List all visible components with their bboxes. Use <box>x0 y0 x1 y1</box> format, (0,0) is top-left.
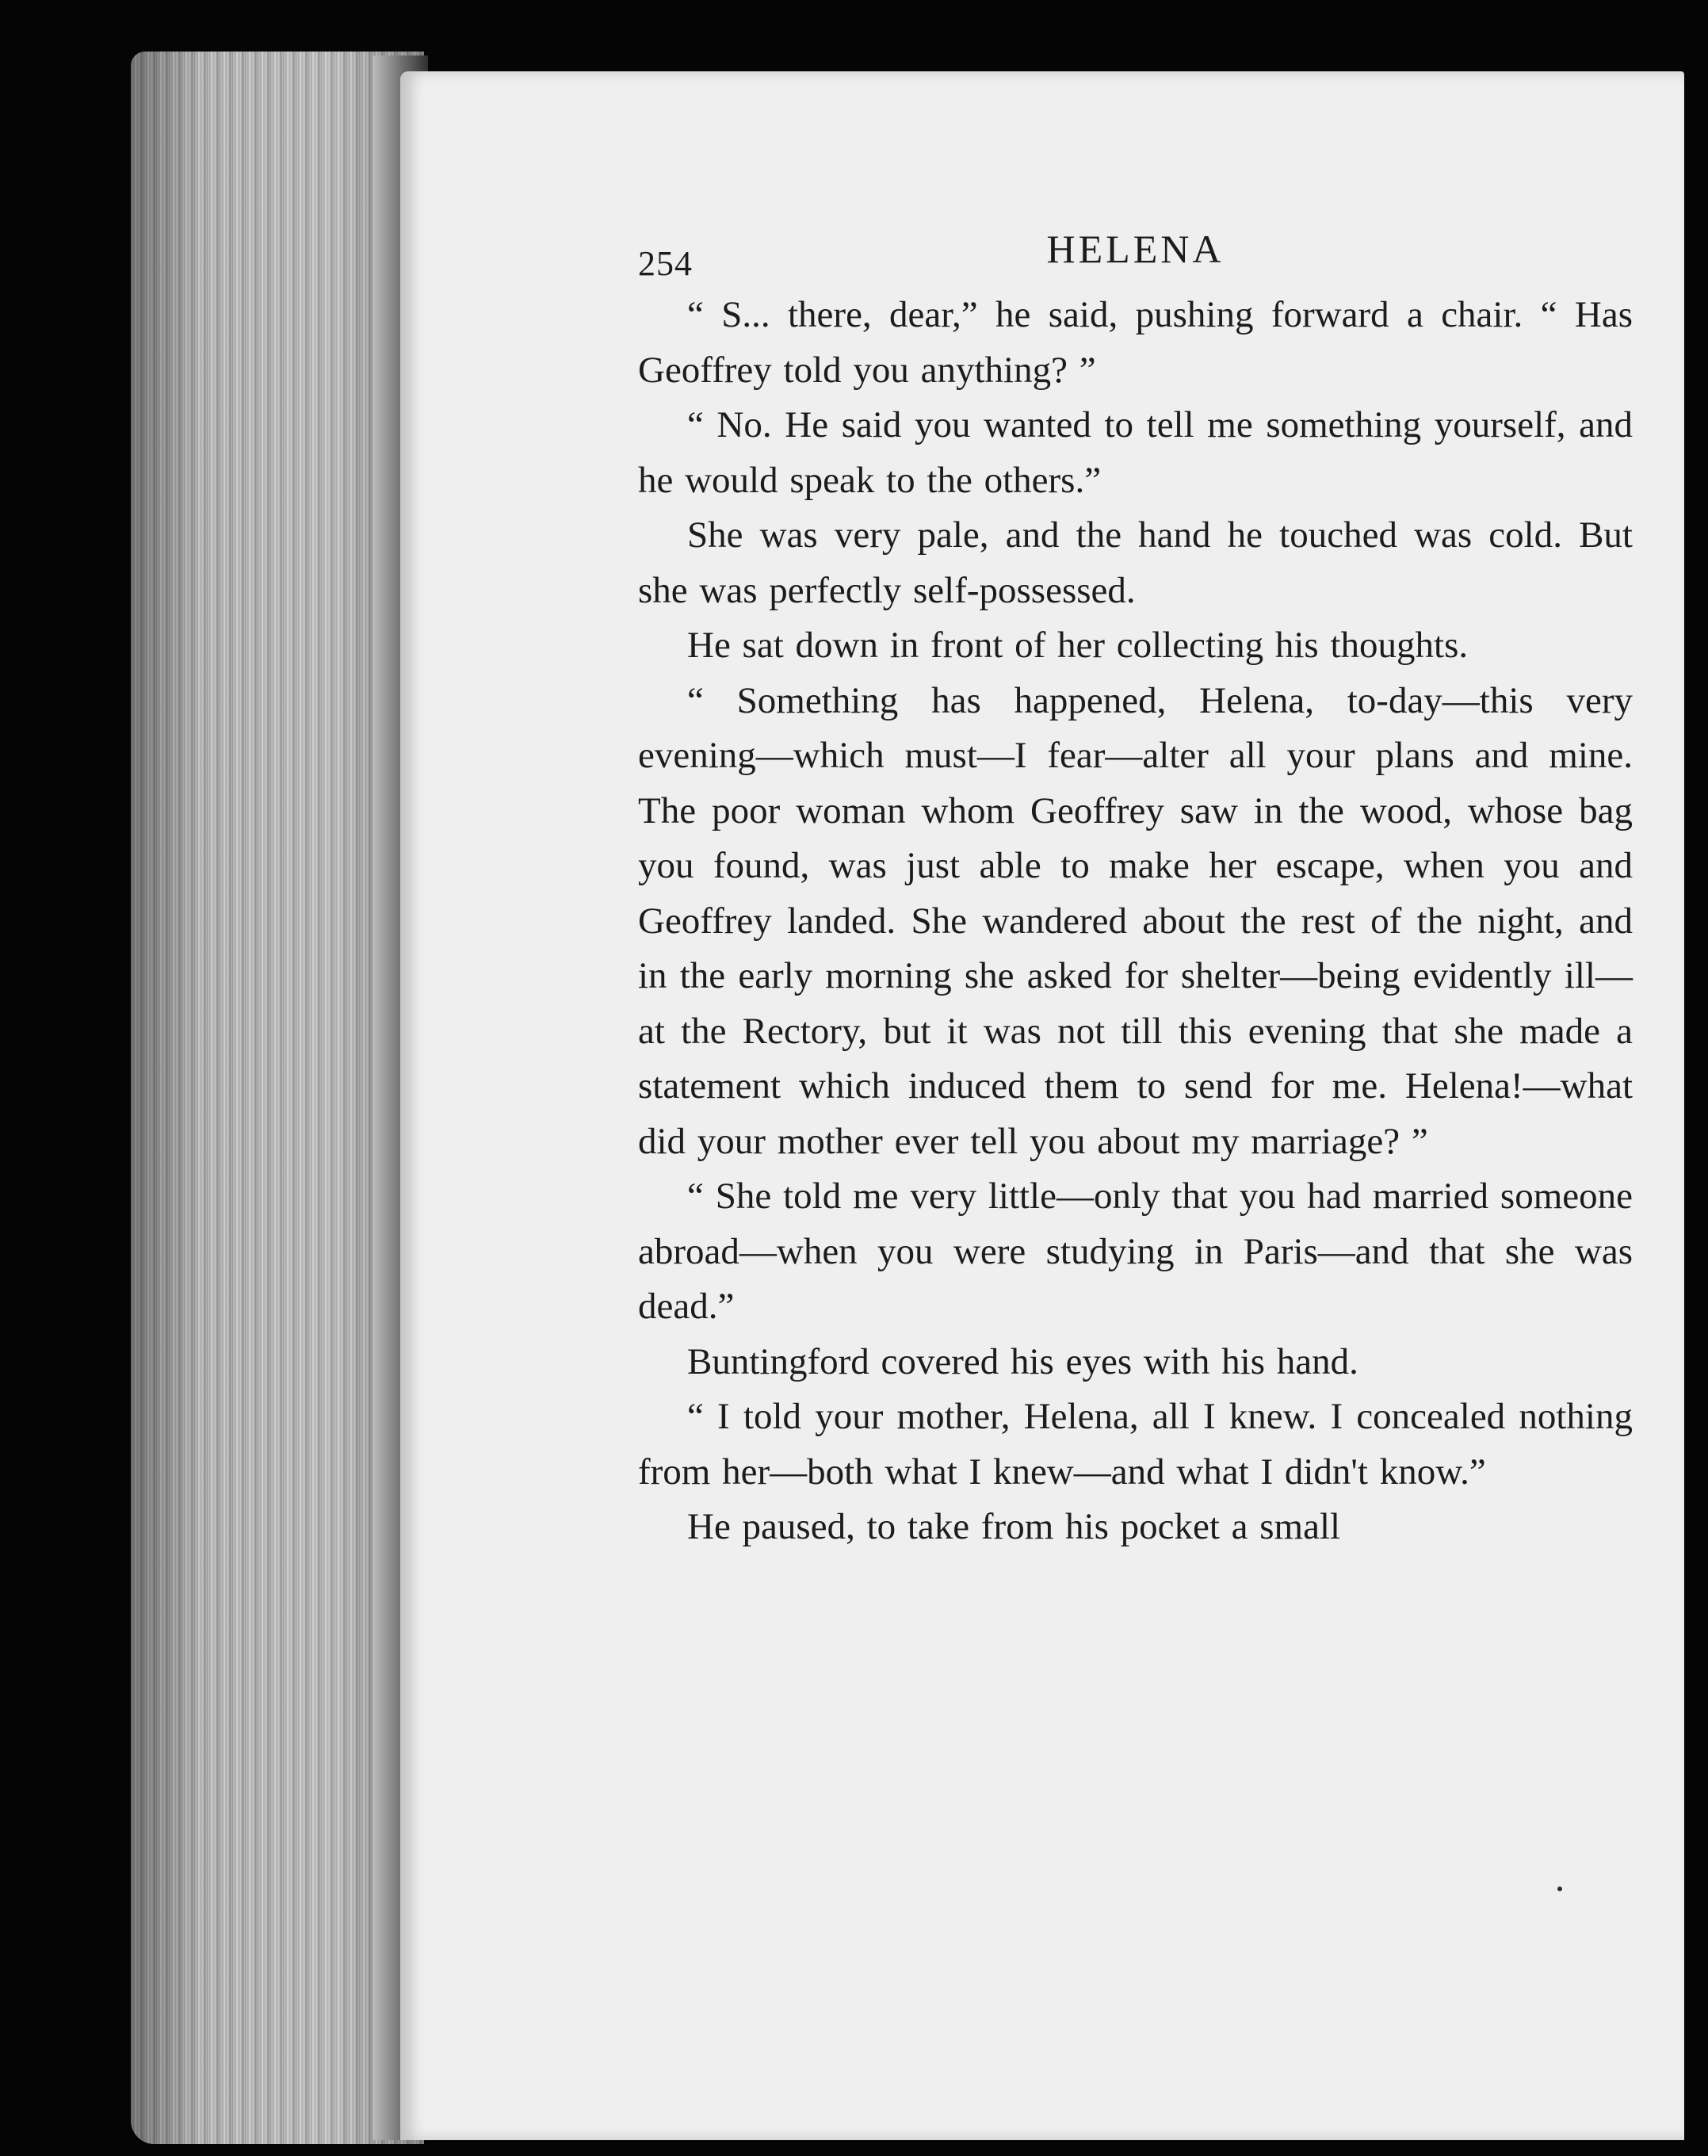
running-head <box>638 226 1633 281</box>
paragraph: “ No. He said you wanted to tell me something yourself, and he would speak to the others.” <box>638 404 1633 501</box>
paragraph: Buntingford covered his eyes with his hand. <box>687 1340 1358 1382</box>
page-content <box>638 226 1633 1555</box>
paragraph: “ S... there, dear,” he said, pushing forward a chair. “ Has Geoffrey told you anything? ” <box>638 294 1633 391</box>
dust-speck <box>1557 1886 1562 1891</box>
paragraph: He paused, to take from his pocket a small <box>687 1506 1341 1547</box>
page-number: 254 <box>638 244 693 283</box>
running-title: HELENA <box>1046 227 1225 271</box>
body-text <box>638 288 1633 1555</box>
book-page <box>400 71 1684 2140</box>
paragraph: “ She told me very little—only that you had married someone abroad—when you were studying in Paris—and that she was dead.” <box>638 1175 1633 1327</box>
paragraph: She was very pale, and the hand he touched was cold. But she was perfectly self-possessed. <box>638 514 1633 611</box>
paragraph: He sat down in front of her collecting his thoughts. <box>687 625 1469 666</box>
paragraph: “ I told your mother, Helena, all I knew. I concealed nothing from her—both what I knew—and what I didn't know.” <box>638 1396 1633 1493</box>
paragraph: “ Something has happened, Helena, to-day—this very evening—which must—I fear—alter all your plans and mine. The poor woman whom Geoffrey saw in the wood, whose bag you found, was just able to make her escape, when you and Geoffrey landed. She wandered about the rest of the night, and in the early morning she asked for shelter—being evidently ill—at the Rectory, but it was not till this evening that she made a statement which induced them to send for me. Helena!—what did your mother ever tell you about my marriage? ” <box>638 679 1633 1162</box>
